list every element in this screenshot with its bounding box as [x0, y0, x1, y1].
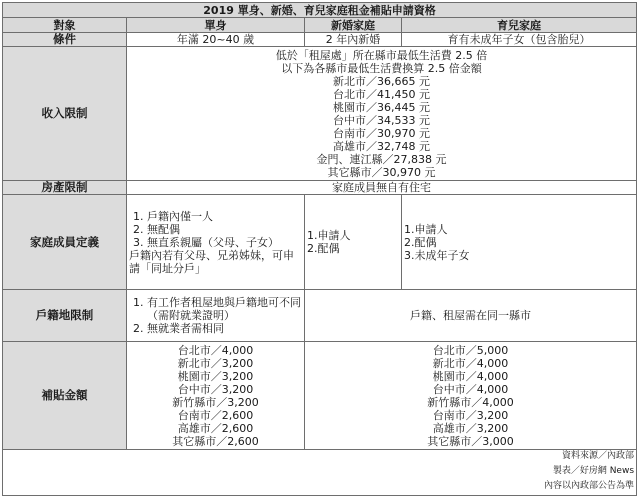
list-item: 1. 有工作者租屋地與戶籍地可不同（需附就業證明） — [147, 296, 302, 322]
income-lines — [129, 49, 634, 179]
conditions-parenting: 育有未成年子女（包含胎兒） — [402, 33, 637, 47]
list-item: 台中市／3,200 — [177, 382, 254, 396]
income-line: 低於「租屋處」所在縣市最低生活費 2.5 倍 — [275, 48, 488, 62]
header-row — [3, 18, 637, 33]
producer-line: 製表／好房網 News — [552, 466, 635, 476]
source-line: 資料來源／內政部 — [562, 451, 635, 461]
family-label: 家庭成員定義 — [3, 195, 127, 290]
list-item: 台北市／5,000 — [432, 343, 509, 357]
household-single — [127, 290, 305, 342]
table-title: 2019 單身、新婚、育兒家庭租金補貼申請資格 — [3, 3, 637, 18]
income-line: 其它縣市／30,970 元 — [327, 165, 436, 179]
conditions-row — [3, 33, 637, 47]
list-item: 新北市／3,200 — [177, 356, 254, 370]
conditions-label: 條件 — [3, 33, 127, 47]
list-item: 2. 無就業者需相同 — [147, 322, 302, 335]
income-label: 收入限制 — [3, 47, 127, 181]
conditions-single: 年滿 20~40 歲 — [127, 33, 305, 47]
subsidy-single — [127, 342, 305, 450]
list-item: 3. 無直系親屬（父母、子女） — [147, 236, 302, 249]
list-item: 新竹縣市／4,000 — [427, 395, 514, 409]
family-single — [127, 195, 305, 290]
list-item: 台北市／4,000 — [177, 343, 254, 357]
subsidy-single-list — [129, 344, 302, 448]
subsidy-others — [305, 342, 637, 450]
conditions-newlywed: 2 年內新婚 — [305, 33, 402, 47]
property-label: 房產限制 — [3, 181, 127, 195]
list-item: 2. 無配偶 — [147, 223, 302, 236]
header-parenting: 育兒家庭 — [402, 18, 637, 33]
header-newlywed: 新婚家庭 — [305, 18, 402, 33]
header-single: 單身 — [127, 18, 305, 33]
subsidy-row — [3, 342, 637, 450]
subsidy-label: 補貼金額 — [3, 342, 127, 450]
list-item: 台中市／4,000 — [432, 382, 509, 396]
list-item: 2.配偶 — [307, 242, 340, 255]
list-item: 其它縣市／2,600 — [172, 434, 259, 448]
list-item: 高雄市／3,200 — [432, 421, 509, 435]
list-item: 1.申請人 — [307, 229, 351, 242]
family-single-list — [129, 210, 302, 249]
footer-row — [3, 450, 637, 496]
income-line: 高雄市／32,748 元 — [333, 139, 430, 153]
household-label: 戶籍地限制 — [3, 290, 127, 342]
family-parenting — [402, 195, 637, 290]
income-details — [127, 47, 637, 181]
list-item: 其它縣市／3,000 — [427, 434, 514, 448]
household-row — [3, 290, 637, 342]
list-item: 新竹縣市／3,200 — [172, 395, 259, 409]
list-item: 2.配偶 — [404, 235, 437, 249]
list-item: 3.未成年子女 — [404, 248, 470, 262]
income-line: 桃園市／36,445 元 — [333, 100, 430, 114]
disclaimer-line: 內容以內政部公告為準 — [544, 481, 635, 491]
list-item: 新北市／4,000 — [432, 356, 509, 370]
income-line: 以下為各縣市最低生活費換算 2.5 倍金額 — [281, 61, 482, 75]
eligibility-table — [2, 2, 637, 496]
list-item: 高雄市／2,600 — [177, 421, 254, 435]
subsidy-others-list — [307, 344, 634, 448]
title-row — [3, 3, 637, 18]
household-others: 戶籍、租屋需在同一縣市 — [305, 290, 637, 342]
family-newlywed — [305, 195, 402, 290]
list-item: 台南市／3,200 — [432, 408, 509, 422]
income-line: 台中市／34,533 元 — [333, 113, 430, 127]
header-target: 對象 — [3, 18, 127, 33]
list-item: 1.申請人 — [404, 222, 448, 236]
list-item: 桃園市／3,200 — [177, 369, 254, 383]
income-line: 台北市／41,450 元 — [333, 87, 430, 101]
income-row — [3, 47, 637, 181]
property-row — [3, 181, 637, 195]
property-value: 家庭成員無自有住宅 — [127, 181, 637, 195]
household-single-list — [129, 296, 302, 335]
source-notes — [3, 450, 637, 496]
family-single-note: 戶籍內若有父母、兄弟姊妹，可申請「同址分戶」 — [129, 248, 294, 275]
income-line: 金門、連江縣／27,838 元 — [316, 152, 447, 166]
income-line: 台南市／30,970 元 — [333, 126, 430, 140]
income-line: 新北市／36,665 元 — [333, 74, 430, 88]
list-item: 台南市／2,600 — [177, 408, 254, 422]
family-row — [3, 195, 637, 290]
list-item: 1. 戶籍內僅一人 — [147, 210, 302, 223]
subsidy-eligibility-sheet — [2, 2, 638, 491]
list-item: 桃園市／4,000 — [432, 369, 509, 383]
